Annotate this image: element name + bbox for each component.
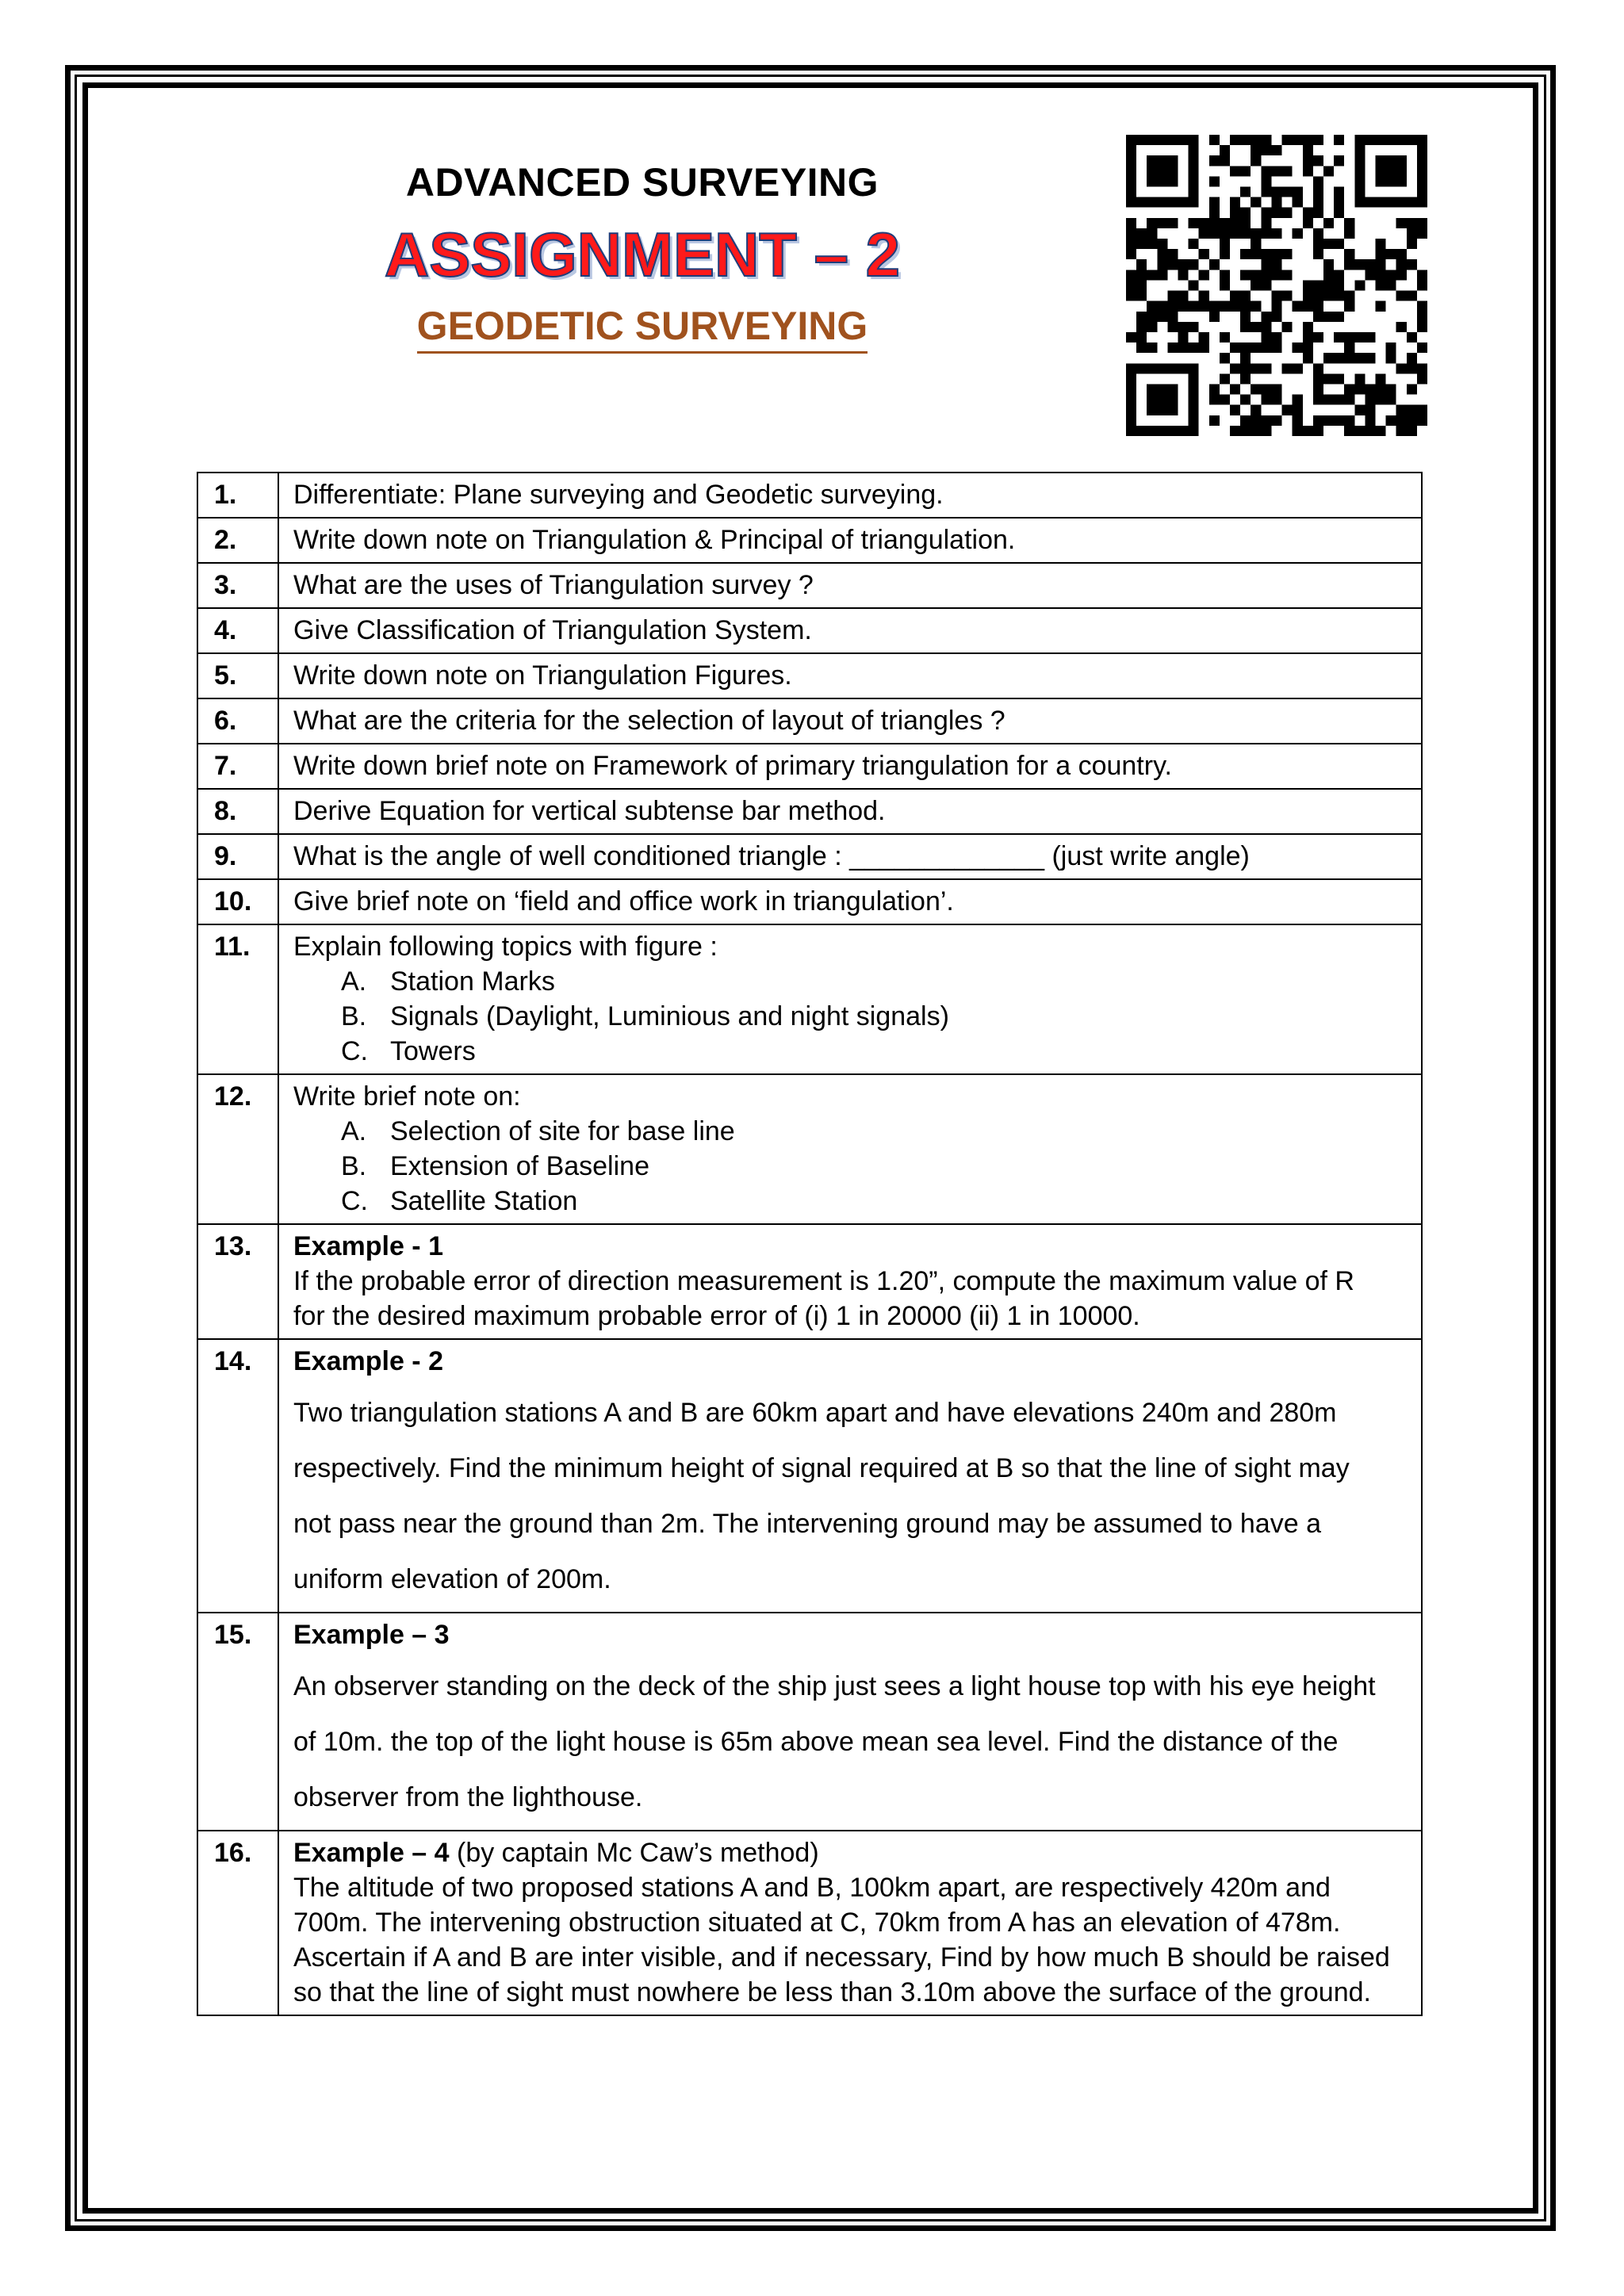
question-subitem (293, 1184, 1407, 1219)
question-prompt: Differentiate: Plane surveying and Geodetic surveying. (293, 480, 944, 510)
question-number: 6. (197, 698, 278, 744)
question-number: 7. (197, 744, 278, 789)
question-text (278, 834, 1422, 879)
question-row (197, 1339, 1422, 1613)
question-row (197, 879, 1422, 924)
question-text (278, 518, 1422, 563)
question-text (278, 789, 1422, 834)
question-prompt: Derive Equation for vertical subtense bar method. (293, 796, 886, 826)
question-prompt: Write brief note on: (293, 1081, 521, 1112)
qr-code-icon (1126, 135, 1427, 436)
question-text (278, 924, 1422, 1074)
question-row (197, 789, 1422, 834)
question-row (197, 473, 1422, 518)
question-number: 12. (197, 1074, 278, 1224)
question-text (278, 1224, 1422, 1339)
subitem-text: Signals (Daylight, Luminious and night signals) (390, 1001, 949, 1031)
question-text (278, 608, 1422, 653)
example-text-line: An observer standing on the deck of the ship just sees a light house top with his eye height (293, 1671, 1376, 1701)
example-text-line: for the desired maximum probable error of (i) 1 in 20000 (ii) 1 in 10000. (293, 1301, 1140, 1331)
example-heading: Example – 3 (293, 1620, 450, 1650)
question-subitem (293, 1149, 1407, 1184)
subitem-text: Towers (390, 1036, 476, 1066)
question-subitem (293, 1114, 1407, 1149)
question-row (197, 1831, 1422, 2015)
question-row (197, 1074, 1422, 1224)
example-text-line: observer from the lighthouse. (293, 1782, 643, 1812)
subitem-text: Selection of site for base line (390, 1116, 735, 1146)
question-row (197, 698, 1422, 744)
question-number: 5. (197, 653, 278, 698)
question-row (197, 608, 1422, 653)
question-text (278, 1339, 1422, 1613)
question-number: 15. (197, 1613, 278, 1831)
example-text-line: 700m. The intervening obstruction situated at C, 70km from A has an elevation of 478m. (293, 1908, 1341, 1938)
question-subitem (293, 964, 1407, 999)
question-number: 14. (197, 1339, 278, 1613)
document-header (317, 155, 967, 354)
subitem-label: C. (341, 1186, 368, 1216)
subitem-label: B. (341, 1151, 367, 1181)
subitem-text: Satellite Station (390, 1186, 578, 1216)
subitem-text: Extension of Baseline (390, 1151, 649, 1181)
question-number: 1. (197, 473, 278, 518)
question-row (197, 563, 1422, 608)
question-row (197, 1613, 1422, 1831)
topic-title: GEODETIC SURVEYING (417, 300, 868, 354)
example-heading: Example - 1 (293, 1231, 443, 1261)
example-text-line: Ascertain if A and B are inter visible, and if necessary, Find by how much B should be raised (293, 1942, 1390, 1973)
assignment-title: ASSIGNMENT – 2 (384, 220, 901, 289)
question-row (197, 744, 1422, 789)
question-text (278, 879, 1422, 924)
question-number: 2. (197, 518, 278, 563)
question-number: 13. (197, 1224, 278, 1339)
question-prompt: What is the angle of well conditioned triangle : _____________ (just write angle) (293, 841, 1250, 871)
course-title: ADVANCED SURVEYING (405, 160, 879, 205)
question-row (197, 834, 1422, 879)
question-number: 10. (197, 879, 278, 924)
example-text-line: respectively. Find the minimum height of signal required at B so that the line of sight may (293, 1453, 1350, 1483)
question-prompt: Write down note on Triangulation Figures. (293, 660, 792, 691)
question-text (278, 698, 1422, 744)
question-prompt: Give brief note on ‘field and office work in triangulation’. (293, 886, 954, 916)
example-text-line: not pass near the ground than 2m. The intervening ground may be assumed to have a (293, 1509, 1321, 1539)
question-text (278, 1613, 1422, 1831)
question-row (197, 518, 1422, 563)
question-prompt: Explain following topics with figure : (293, 932, 718, 962)
example-heading-note: (by captain Mc Caw’s method) (449, 1838, 819, 1868)
question-subitem (293, 999, 1407, 1034)
question-number: 9. (197, 834, 278, 879)
example-text-line: The altitude of two proposed stations A and B, 100km apart, are respectively 420m and (293, 1873, 1331, 1903)
question-row (197, 924, 1422, 1074)
example-text-line: Two triangulation stations A and B are 60km apart and have elevations 240m and 280m (293, 1398, 1337, 1428)
example-heading: Example - 2 (293, 1346, 443, 1376)
questions-table (197, 472, 1423, 2016)
question-prompt: What are the criteria for the selection of layout of triangles ? (293, 706, 1005, 736)
question-prompt: What are the uses of Triangulation survey ? (293, 570, 814, 600)
question-prompt: Give Classification of Triangulation System. (293, 615, 812, 645)
question-text (278, 744, 1422, 789)
question-number: 3. (197, 563, 278, 608)
example-text-line: uniform elevation of 200m. (293, 1564, 611, 1594)
question-number: 4. (197, 608, 278, 653)
question-prompt: Write down note on Triangulation & Principal of triangulation. (293, 525, 1016, 555)
example-text-line: of 10m. the top of the light house is 65m above mean sea level. Find the distance of the (293, 1727, 1339, 1757)
question-subitem (293, 1034, 1407, 1069)
question-number: 11. (197, 924, 278, 1074)
question-number: 8. (197, 789, 278, 834)
question-text (278, 473, 1422, 518)
question-text (278, 1074, 1422, 1224)
subitem-label: B. (341, 1001, 367, 1031)
subitem-label: A. (341, 966, 367, 997)
question-row (197, 653, 1422, 698)
example-text-line: If the probable error of direction measurement is 1.20”, compute the maximum value of R (293, 1266, 1354, 1296)
subitem-label: A. (341, 1116, 367, 1146)
question-text (278, 1831, 1422, 2015)
example-heading: Example – 4 (by captain Mc Caw’s method) (293, 1838, 819, 1868)
question-prompt: Write down brief note on Framework of primary triangulation for a country. (293, 751, 1172, 781)
question-row (197, 1224, 1422, 1339)
subitem-text: Station Marks (390, 966, 555, 997)
question-text (278, 563, 1422, 608)
question-number: 16. (197, 1831, 278, 2015)
question-text (278, 653, 1422, 698)
subitem-label: C. (341, 1036, 368, 1066)
example-text-line: so that the line of sight must nowhere be less than 3.10m above the surface of the ground. (293, 1977, 1371, 2007)
